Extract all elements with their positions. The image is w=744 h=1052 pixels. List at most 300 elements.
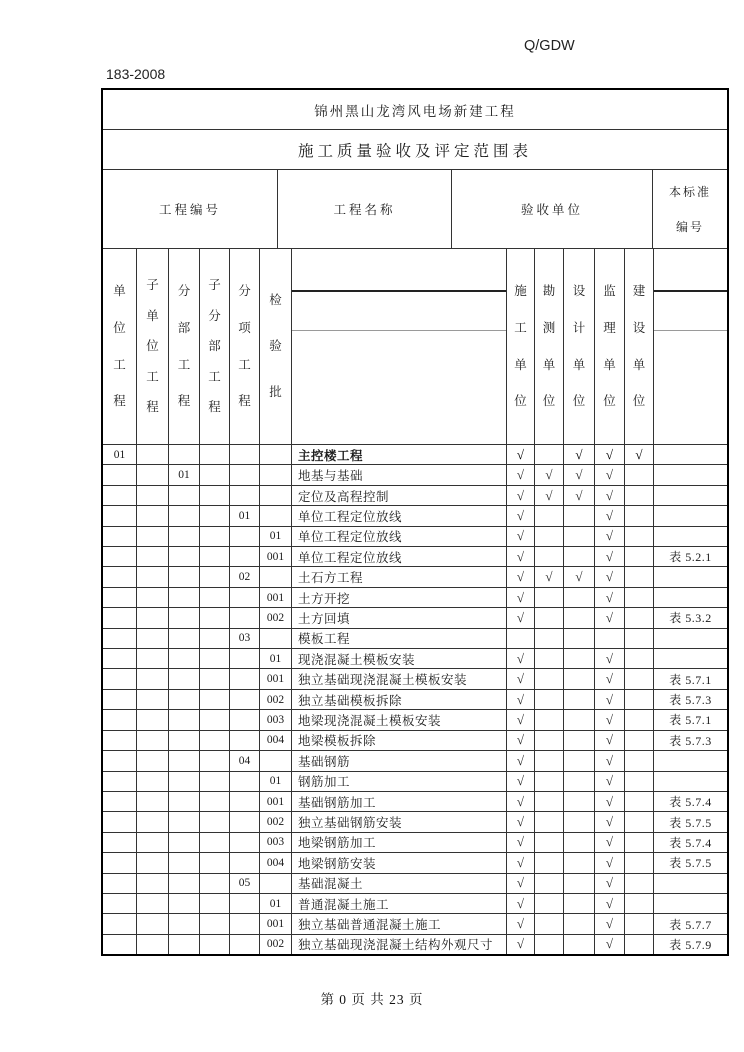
hierarchy-num-cell [103, 853, 137, 872]
check-cell [595, 710, 625, 729]
hierarchy-num-cell: 002 [260, 608, 292, 627]
check-cell [625, 874, 654, 893]
check-cell [507, 608, 535, 627]
check-cell [564, 608, 595, 627]
item-name: 现浇混凝土模板安装 [292, 649, 507, 668]
hierarchy-num-cell [230, 547, 260, 566]
hierarchy-num-cell [169, 527, 200, 546]
hierarchy-num-cell [137, 547, 169, 566]
check-mark: √ [605, 691, 614, 707]
hierarchy-num-cell [230, 486, 260, 505]
hierarchy-num-cell [230, 792, 260, 811]
item-name: 独立基础模板拆除 [292, 690, 507, 709]
hierarchy-num-cell [230, 772, 260, 791]
check-cell [595, 853, 625, 872]
header-divider-line [292, 330, 506, 331]
check-cell [564, 629, 595, 648]
check-cell [507, 812, 535, 831]
hierarchy-num-cell [103, 629, 137, 648]
hierarchy-num-cell [200, 649, 230, 668]
check-cell [564, 567, 595, 586]
hierarchy-num-cell [169, 874, 200, 893]
check-mark: √ [605, 487, 614, 503]
hierarchy-num-cell: 02 [230, 567, 260, 586]
hierarchy-num-cell [103, 465, 137, 484]
check-cell [564, 486, 595, 505]
standard-code-top: Q/GDW [524, 38, 575, 54]
hierarchy-num-cell [169, 629, 200, 648]
hierarchy-num-cell [200, 486, 230, 505]
header-unit-2: 勘 测 单 位 [535, 249, 564, 444]
check-cell [595, 649, 625, 668]
check-cell [564, 935, 595, 954]
hierarchy-num-cell [169, 772, 200, 791]
check-mark: √ [605, 814, 614, 830]
hierarchy-num-cell [137, 751, 169, 770]
check-mark: √ [605, 936, 614, 952]
standard-ref [654, 772, 727, 791]
check-cell [564, 710, 595, 729]
hierarchy-num-cell [103, 914, 137, 933]
hierarchy-num-cell: 003 [260, 710, 292, 729]
hierarchy-num-cell [103, 588, 137, 607]
standard-ref: 表 5.3.2 [669, 611, 712, 626]
column-header-row [103, 249, 727, 445]
check-mark: √ [605, 732, 614, 748]
check-cell [535, 751, 564, 770]
hierarchy-num-cell: 03 [230, 629, 260, 648]
hierarchy-num-cell: 01 [230, 506, 260, 525]
check-cell [595, 874, 625, 893]
standard-ref: 表 5.7.5 [669, 856, 712, 871]
hierarchy-num-cell: 002 [260, 690, 292, 709]
hierarchy-num-cell [137, 465, 169, 484]
check-cell [507, 547, 535, 566]
check-cell [507, 792, 535, 811]
header-name-cell [292, 249, 507, 444]
check-cell [564, 751, 595, 770]
hierarchy-num-cell [200, 894, 230, 913]
hierarchy-num-cell [103, 690, 137, 709]
standard-ref [654, 567, 727, 586]
hierarchy-num-cell [200, 853, 230, 872]
hierarchy-num-cell [260, 567, 292, 586]
check-cell [535, 690, 564, 709]
check-cell [564, 588, 595, 607]
hierarchy-num-cell [200, 547, 230, 566]
table-row [103, 629, 727, 649]
item-name: 独立基础现浇混凝土结构外观尺寸 [292, 935, 507, 954]
check-cell [625, 629, 654, 648]
check-cell [507, 669, 535, 688]
check-cell [535, 833, 564, 852]
check-cell [564, 914, 595, 933]
form-title: 施工质量验收及评定范围表 [103, 130, 727, 170]
standard-ref [654, 649, 727, 668]
check-mark: √ [516, 936, 525, 952]
check-cell [625, 445, 654, 464]
check-cell [564, 772, 595, 791]
hierarchy-num-cell [169, 894, 200, 913]
header-divider-line [654, 330, 727, 331]
hierarchy-num-cell [200, 935, 230, 954]
check-cell [507, 833, 535, 852]
hierarchy-num-cell [169, 445, 200, 464]
standard-ref [654, 506, 727, 525]
table-row [103, 914, 727, 934]
hierarchy-num-cell [200, 772, 230, 791]
check-mark: √ [605, 650, 614, 666]
check-cell [595, 914, 625, 933]
item-name: 钢筋加工 [292, 772, 507, 791]
hierarchy-num-cell [137, 486, 169, 505]
check-cell [595, 527, 625, 546]
check-cell [507, 894, 535, 913]
check-mark: √ [516, 875, 525, 891]
check-cell [535, 710, 564, 729]
check-mark: √ [516, 854, 525, 870]
hierarchy-num-cell [200, 588, 230, 607]
project-name-label: 工程名称 [278, 170, 452, 248]
hierarchy-num-cell [230, 833, 260, 852]
hierarchy-num-cell: 004 [260, 731, 292, 750]
hierarchy-num-cell [137, 445, 169, 464]
hierarchy-num-cell: 04 [230, 751, 260, 770]
scope-table [101, 88, 729, 956]
standard-ref [654, 588, 727, 607]
header-unit-5: 建 设 单 位 [625, 249, 654, 444]
check-mark: √ [516, 467, 525, 483]
check-mark: √ [516, 691, 525, 707]
check-cell [595, 629, 625, 648]
check-mark: √ [575, 467, 583, 483]
hierarchy-num-cell [260, 465, 292, 484]
standard-ref [654, 751, 727, 770]
check-cell [625, 833, 654, 852]
check-cell [535, 853, 564, 872]
check-cell [625, 608, 654, 627]
hierarchy-num-cell [103, 547, 137, 566]
check-cell [564, 853, 595, 872]
table-row [103, 608, 727, 628]
hierarchy-num-cell [200, 669, 230, 688]
check-cell [625, 547, 654, 566]
hierarchy-num-cell [200, 608, 230, 627]
hierarchy-num-cell [200, 629, 230, 648]
hierarchy-num-cell [230, 812, 260, 831]
item-name: 单位工程定位放线 [292, 527, 507, 546]
hierarchy-num-cell [169, 588, 200, 607]
standard-ref [654, 465, 727, 484]
project-title: 锦州黑山龙湾风电场新建工程 [103, 90, 727, 130]
item-name: 基础钢筋加工 [292, 792, 507, 811]
standard-ref: 表 5.7.1 [669, 672, 712, 687]
table-row [103, 567, 727, 587]
table-row [103, 588, 727, 608]
check-cell [625, 669, 654, 688]
item-name: 地梁现浇混凝土模板安装 [292, 710, 507, 729]
hierarchy-num-cell: 003 [260, 833, 292, 852]
standard-no-label-line2: 编号 [675, 220, 704, 234]
header-divider-line [654, 290, 727, 292]
item-name: 地梁钢筋安装 [292, 853, 507, 872]
check-cell [507, 465, 535, 484]
hierarchy-num-cell [230, 669, 260, 688]
hierarchy-num-cell [169, 853, 200, 872]
hierarchy-num-cell [103, 567, 137, 586]
check-cell [507, 751, 535, 770]
hierarchy-num-cell [137, 874, 169, 893]
hierarchy-num-cell [260, 874, 292, 893]
hierarchy-num-cell [103, 669, 137, 688]
standard-ref: 表 5.7.3 [669, 693, 712, 708]
hierarchy-num-cell [137, 812, 169, 831]
acceptance-unit-label: 验收单位 [452, 170, 653, 248]
check-cell [535, 914, 564, 933]
check-cell [564, 547, 595, 566]
standard-code-bottom: 183-2008 [106, 66, 166, 82]
standard-ref: 表 5.7.5 [669, 815, 712, 830]
check-mark: √ [516, 487, 525, 503]
standard-ref: 表 5.7.9 [669, 937, 712, 952]
hierarchy-num-cell [137, 567, 169, 586]
check-cell [625, 812, 654, 831]
hierarchy-num-cell: 01 [103, 445, 137, 464]
header-unit-3: 设 计 单 位 [564, 249, 595, 444]
check-cell [564, 894, 595, 913]
hierarchy-num-cell: 01 [260, 527, 292, 546]
check-cell [595, 608, 625, 627]
hierarchy-num-cell [230, 731, 260, 750]
check-cell [535, 874, 564, 893]
check-mark: √ [605, 467, 614, 483]
hierarchy-num-cell [230, 853, 260, 872]
check-mark: √ [516, 814, 525, 830]
hierarchy-num-cell: 001 [260, 547, 292, 566]
check-mark: √ [605, 752, 614, 768]
check-mark: √ [575, 487, 583, 503]
check-cell [595, 792, 625, 811]
info-header-row [103, 170, 727, 249]
hierarchy-num-cell [103, 812, 137, 831]
item-name: 单位工程定位放线 [292, 506, 507, 525]
hierarchy-num-cell: 001 [260, 588, 292, 607]
hierarchy-num-cell [169, 812, 200, 831]
check-mark: √ [605, 916, 614, 932]
hierarchy-num-cell: 001 [260, 669, 292, 688]
hierarchy-num-cell [230, 465, 260, 484]
check-cell [535, 731, 564, 750]
hierarchy-num-cell [230, 527, 260, 546]
standard-no-label [653, 170, 727, 248]
hierarchy-num-cell [103, 486, 137, 505]
table-row [103, 527, 727, 547]
hierarchy-num-cell [260, 486, 292, 505]
check-cell [535, 608, 564, 627]
check-cell [535, 792, 564, 811]
check-cell [535, 506, 564, 525]
check-cell [535, 894, 564, 913]
item-name: 基础混凝土 [292, 874, 507, 893]
check-mark: √ [545, 487, 553, 503]
hierarchy-num-cell [169, 649, 200, 668]
check-mark: √ [516, 446, 525, 462]
hierarchy-num-cell [169, 710, 200, 729]
standard-ref: 表 5.7.3 [669, 733, 712, 748]
hierarchy-num-cell [137, 914, 169, 933]
standard-ref: 表 5.7.4 [669, 795, 712, 810]
check-mark: √ [605, 569, 614, 585]
hierarchy-num-cell [230, 608, 260, 627]
check-cell [535, 465, 564, 484]
check-cell [595, 772, 625, 791]
hierarchy-num-cell: 01 [260, 649, 292, 668]
check-cell [625, 486, 654, 505]
check-cell [535, 588, 564, 607]
check-mark: √ [545, 569, 553, 585]
check-mark: √ [516, 732, 525, 748]
table-row [103, 853, 727, 873]
hierarchy-num-cell [230, 935, 260, 954]
hierarchy-num-cell [137, 792, 169, 811]
check-mark: √ [605, 834, 614, 850]
check-mark: √ [516, 548, 525, 564]
table-row [103, 506, 727, 526]
check-cell [595, 894, 625, 913]
header-hierarchy-6: 检 验 批 [260, 249, 292, 444]
check-mark: √ [605, 854, 614, 870]
header-unit-4: 监 理 单 位 [595, 249, 625, 444]
check-cell [625, 935, 654, 954]
table-row [103, 812, 727, 832]
table-row [103, 751, 727, 771]
hierarchy-num-cell [169, 690, 200, 709]
table-row [103, 874, 727, 894]
item-name: 模板工程 [292, 629, 507, 648]
standard-ref: 表 5.7.1 [669, 713, 712, 728]
standard-ref [654, 527, 727, 546]
check-cell [535, 527, 564, 546]
hierarchy-num-cell: 004 [260, 853, 292, 872]
check-mark: √ [516, 589, 525, 605]
check-cell [595, 731, 625, 750]
hierarchy-num-cell [137, 629, 169, 648]
check-mark: √ [635, 446, 643, 462]
hierarchy-num-cell [137, 527, 169, 546]
hierarchy-num-cell [200, 465, 230, 484]
check-mark: √ [575, 569, 583, 585]
hierarchy-num-cell [260, 751, 292, 770]
check-mark: √ [605, 711, 614, 727]
header-hierarchy-5: 分 项 工 程 [230, 249, 260, 444]
check-cell [625, 527, 654, 546]
check-mark: √ [605, 671, 614, 687]
check-cell [507, 710, 535, 729]
check-cell [507, 731, 535, 750]
hierarchy-num-cell [137, 772, 169, 791]
hierarchy-num-cell [200, 506, 230, 525]
check-cell [564, 465, 595, 484]
check-mark: √ [605, 446, 614, 462]
check-cell [564, 445, 595, 464]
hierarchy-num-cell [103, 527, 137, 546]
item-name: 独立基础普通混凝土施工 [292, 914, 507, 933]
check-cell [507, 914, 535, 933]
check-cell [507, 445, 535, 464]
hierarchy-num-cell [137, 833, 169, 852]
check-cell [564, 669, 595, 688]
header-divider-line [292, 290, 506, 292]
check-cell [535, 812, 564, 831]
hierarchy-num-cell: 001 [260, 914, 292, 933]
hierarchy-num-cell [103, 894, 137, 913]
hierarchy-num-cell [200, 690, 230, 709]
check-mark: √ [605, 589, 614, 605]
check-cell [625, 914, 654, 933]
hierarchy-num-cell [169, 833, 200, 852]
hierarchy-num-cell [137, 690, 169, 709]
hierarchy-num-cell [137, 731, 169, 750]
hierarchy-num-cell [200, 874, 230, 893]
hierarchy-num-cell [200, 567, 230, 586]
hierarchy-num-cell [137, 935, 169, 954]
hierarchy-num-cell [230, 710, 260, 729]
hierarchy-num-cell [169, 547, 200, 566]
table-row [103, 486, 727, 506]
standard-ref [654, 874, 727, 893]
item-name: 土石方工程 [292, 567, 507, 586]
hierarchy-num-cell [200, 731, 230, 750]
check-cell [625, 506, 654, 525]
header-hierarchy-1: 单 位 工 程 [103, 249, 137, 444]
table-row [103, 772, 727, 792]
hierarchy-num-cell [200, 833, 230, 852]
item-name: 独立基础钢筋安装 [292, 812, 507, 831]
hierarchy-num-cell [137, 506, 169, 525]
table-row [103, 710, 727, 730]
table-row [103, 935, 727, 954]
item-name: 主控楼工程 [292, 445, 507, 464]
check-cell [625, 792, 654, 811]
check-mark: √ [516, 671, 525, 687]
check-cell [564, 731, 595, 750]
hierarchy-num-cell [137, 608, 169, 627]
table-row [103, 833, 727, 853]
hierarchy-num-cell [260, 506, 292, 525]
hierarchy-num-cell [200, 710, 230, 729]
table-row [103, 445, 727, 465]
hierarchy-num-cell [230, 445, 260, 464]
check-mark: √ [516, 793, 525, 809]
hierarchy-num-cell [103, 751, 137, 770]
check-cell [507, 874, 535, 893]
check-cell [595, 506, 625, 525]
check-cell [507, 486, 535, 505]
check-cell [625, 649, 654, 668]
check-mark: √ [605, 773, 614, 789]
hierarchy-num-cell [137, 588, 169, 607]
item-name: 地基与基础 [292, 465, 507, 484]
hierarchy-num-cell [230, 690, 260, 709]
check-cell [507, 527, 535, 546]
check-cell [535, 486, 564, 505]
hierarchy-num-cell [103, 874, 137, 893]
page-footer: 第 0 页 共 23 页 [320, 992, 424, 1007]
table-row [103, 894, 727, 914]
table-row [103, 690, 727, 710]
standard-ref [654, 629, 727, 648]
hierarchy-num-cell [200, 751, 230, 770]
